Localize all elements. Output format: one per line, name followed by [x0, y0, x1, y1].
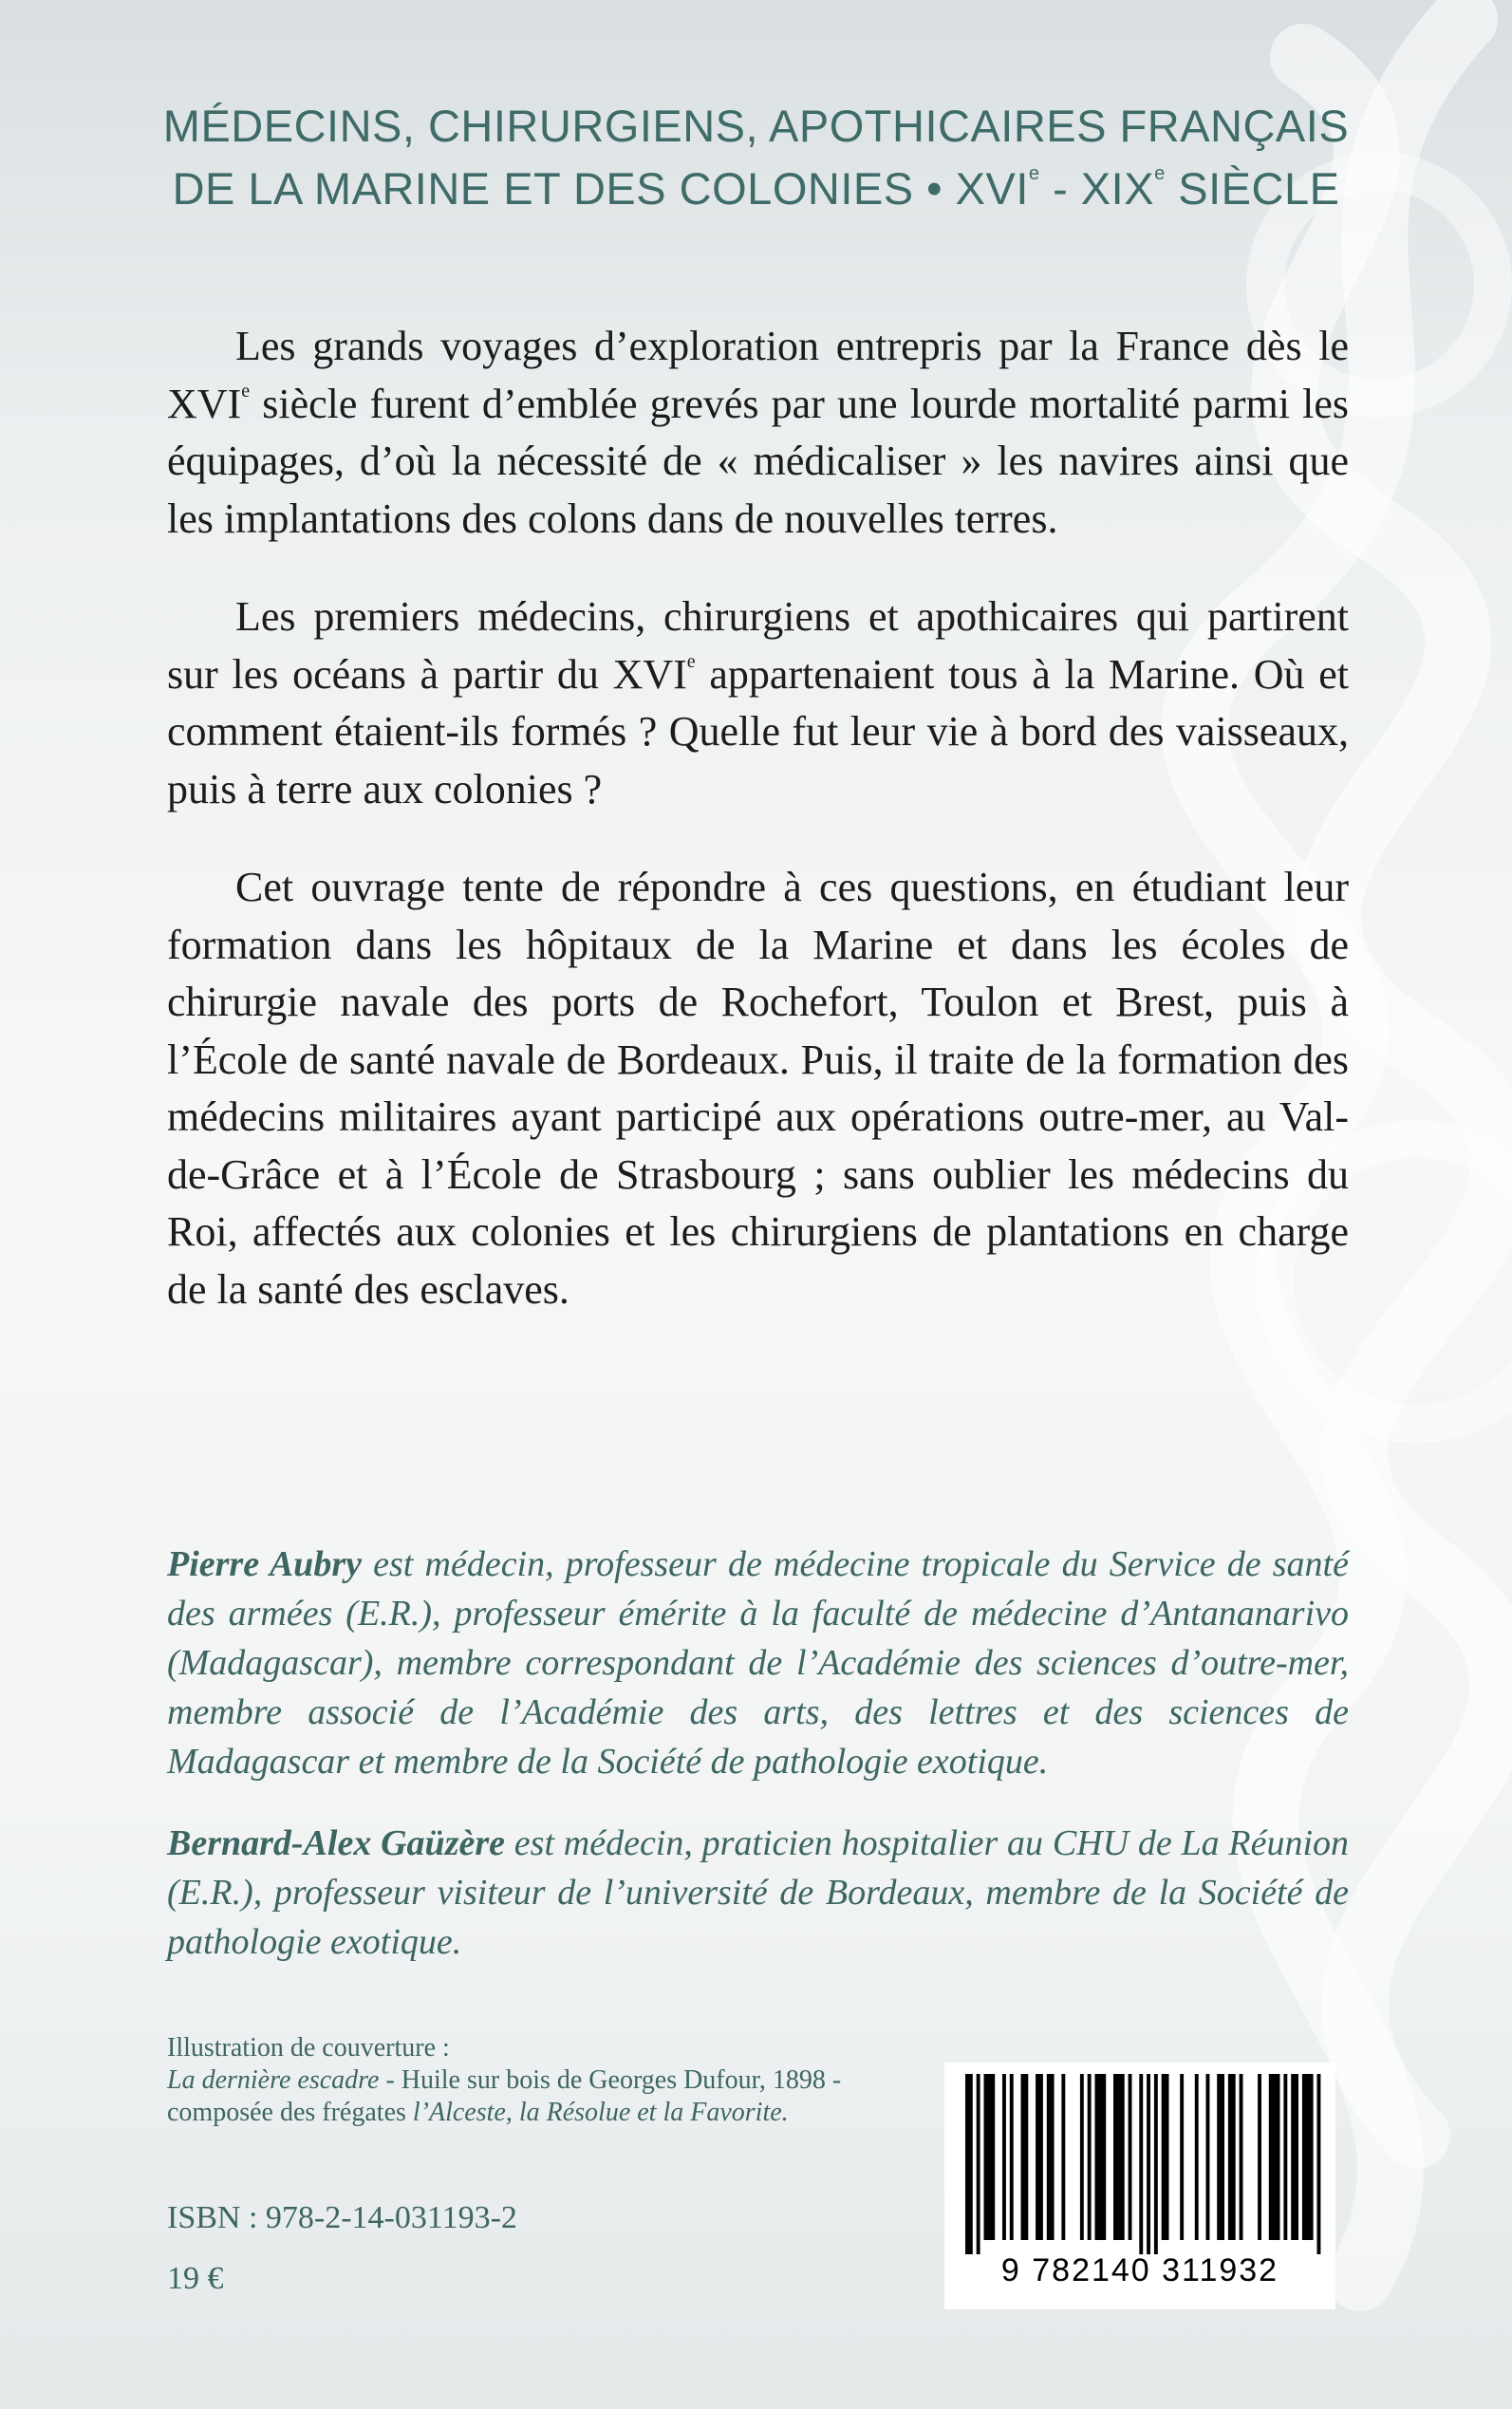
- header-line-1: MÉDECINS, CHIRURGIENS, APOTHICAIRES FRANÇAIS: [162, 101, 1350, 151]
- author-bio-2: Bernard-Alex Gaüzère est médecin, praticien hospitalier au CHU de La Réunion (E.R.), professeur visiteur de l’université de Bordeaux, membre de la Société de pathologie exotique.: [167, 1823, 1350, 1962]
- barcode-digits: 9 782140 311932: [1000, 2252, 1279, 2288]
- summary-paragraph-3: Cet ouvrage tente de répondre à ces questions, en étudiant leur formation dans les hôpitaux de la Marine et dans les écoles de chirurgie navale des ports de Rochefort, Toulon et Brest, puis à l’École de santé navale de Bordeaux. Puis, il traite de la formation des médecins militaires ayant participé aux opérations outre-mer, au Val-de-Grâce et à l’École de Strasbourg ; sans oublier les médecins du Roi, affectés aux colonies et les chirurgiens de plantations en charge de la santé des esclaves.: [167, 864, 1349, 1313]
- author-bio-1: Pierre Aubry est médecin, professeur de médecine tropicale du Service de santé des armées (E.R.), professeur émérite à la faculté de médecine d’Antananarivo (Madagascar), membre correspondant de l’Académie des sciences d’outre-mer, membre associé de l’Académie des arts, des lettres et des sciences de Madagascar et membre de la Société de pathologie exotique.: [167, 1544, 1349, 1782]
- author-name: Pierre Aubry: [167, 1544, 362, 1584]
- price: 19 €: [167, 2261, 224, 2296]
- summary-paragraph-1: Les grands voyages d’exploration entrepris par la France dès le XVIe siècle furent d’emblée grevés par une lourde mortalité parmi les équipages, d’où la nécessité de « médicaliser » les navires ainsi que les implantations des colons dans de nouvelles terres.: [167, 323, 1349, 542]
- header-line-2: DE LA MARINE ET DES COLONIES • XVIe - XIXe SIÈCLE: [172, 163, 1340, 214]
- book-summary: [167, 318, 1349, 1359]
- barcode-bars: [944, 2063, 1335, 2257]
- book-series-title: [0, 95, 1512, 220]
- summary-paragraph-2: Les premiers médecins, chirurgiens et apothicaires qui partirent sur les océans à partir du XVIe appartenaient tous à la Marine. Où et comment étaient-ils formés ? Quelle fut leur vie à bord des vaisseaux, puis à terre aux colonies ?: [167, 593, 1349, 812]
- author-name: Bernard-Alex Gaüzère: [167, 1823, 506, 1863]
- cover-illustration-credit: Illustration de couverture : La dernière escadre - Huile sur bois de Georges Dufour, 1898 - composée des frégates l’Alceste, la Résolue et la Favorite.: [167, 2033, 842, 2127]
- isbn: ISBN : 978-2-14-031193-2: [167, 2200, 517, 2235]
- barcode: [944, 2063, 1335, 2309]
